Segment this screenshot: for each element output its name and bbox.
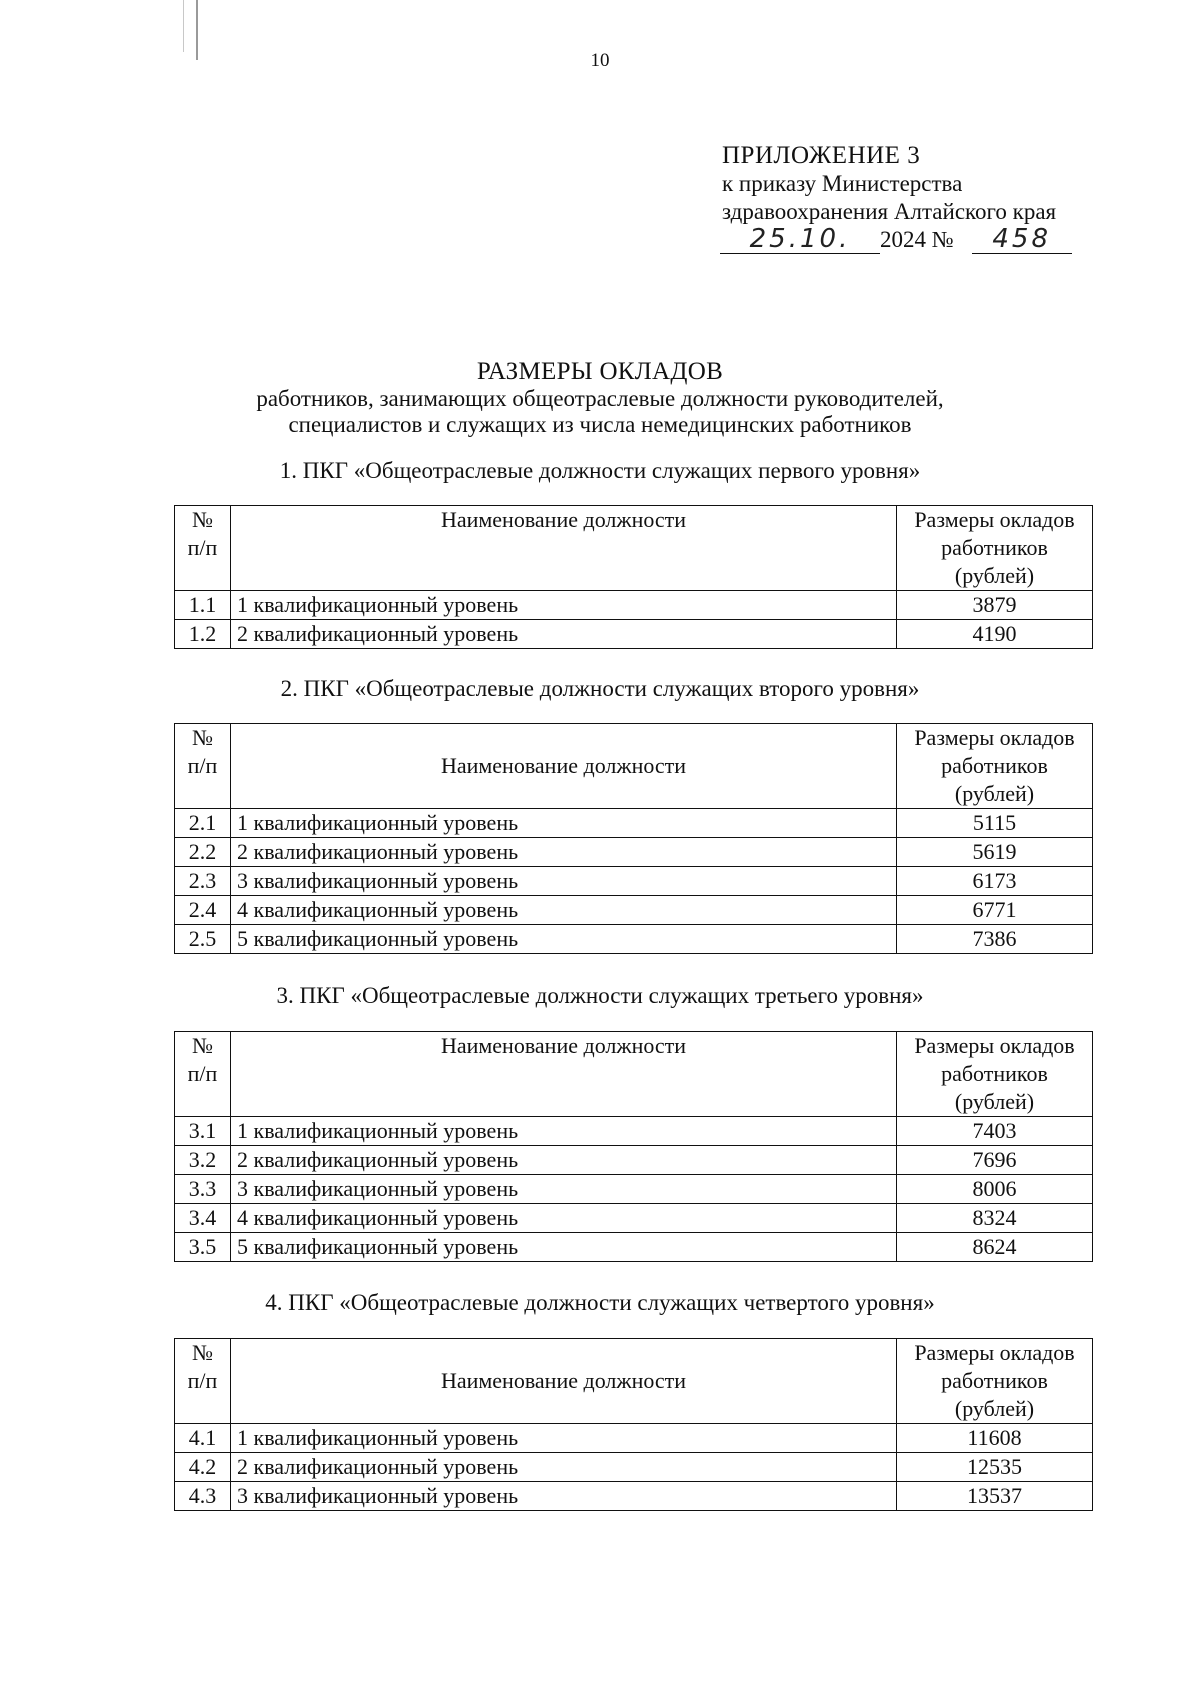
header-salary-line-1: Размеры окладов [914, 1033, 1075, 1058]
header-number [175, 724, 231, 809]
table-row [175, 1175, 1093, 1204]
table-row [175, 591, 1093, 620]
row-index: 3.5 [175, 1233, 231, 1262]
salary-table [174, 505, 1093, 649]
row-position-name: 2 квалификационный уровень [231, 838, 897, 867]
section-title: 4. ПКГ «Общеотраслевые должности служащих четвертого уровня» [265, 1290, 935, 1315]
row-index: 3.4 [175, 1204, 231, 1233]
salary-table [174, 723, 1093, 954]
row-salary-value: 7386 [897, 925, 1093, 954]
header-salary-line-3: (рублей) [954, 1396, 1035, 1421]
table-row [175, 1117, 1093, 1146]
table-row [175, 1424, 1093, 1453]
row-index: 4.3 [175, 1482, 231, 1511]
row-salary-value: 3879 [897, 591, 1093, 620]
row-index: 2.2 [175, 838, 231, 867]
section-title: 1. ПКГ «Общеотраслевые должности служащих первого уровня» [279, 458, 921, 483]
appendix-block [722, 142, 1072, 260]
header-number-line-2: п/п [187, 1061, 218, 1086]
scan-artifact-line [183, 0, 184, 52]
table-row [175, 896, 1093, 925]
salary-table [174, 1338, 1093, 1511]
row-salary-value: 7696 [897, 1146, 1093, 1175]
header-salary-line-2: работников [941, 1368, 1048, 1393]
header-salary-line-3: (рублей) [954, 563, 1035, 588]
handwritten-number: 458 [992, 224, 1052, 254]
row-salary-value: 8006 [897, 1175, 1093, 1204]
row-index: 2.5 [175, 925, 231, 954]
row-index: 2.3 [175, 867, 231, 896]
table-header-row [175, 1032, 1093, 1117]
table-header-row [175, 506, 1093, 591]
page-number: 10 [590, 50, 610, 71]
row-salary-value: 6173 [897, 867, 1093, 896]
salary-table [174, 1031, 1093, 1262]
row-salary-value: 4190 [897, 620, 1093, 649]
order-date-field [720, 226, 880, 254]
header-position-name: Наименование должности [231, 506, 897, 591]
appendix-line-2: здравоохранения Алтайского края [722, 199, 1057, 224]
table-row [175, 925, 1093, 954]
row-position-name: 3 квалификационный уровень [231, 1175, 897, 1204]
subtitle-line-2: специалистов и служащих из числа немедицинских работников [288, 412, 912, 437]
header-salary-line-3: (рублей) [954, 781, 1035, 806]
row-salary-value: 11608 [897, 1424, 1093, 1453]
row-position-name: 5 квалификационный уровень [231, 925, 897, 954]
header-number-line-2: п/п [187, 1368, 218, 1393]
document-subtitle [0, 386, 1200, 438]
row-position-name: 5 квалификационный уровень [231, 1233, 897, 1262]
row-position-name: 3 квалификационный уровень [231, 867, 897, 896]
row-index: 4.1 [175, 1424, 231, 1453]
header-salary-line-2: работников [941, 753, 1048, 778]
document-title: РАЗМЕРЫ ОКЛАДОВ [476, 358, 724, 385]
header-salary-line-1: Размеры окладов [914, 507, 1075, 532]
table-header-row [175, 1339, 1093, 1424]
header-number-line-2: п/п [187, 753, 218, 778]
row-position-name: 1 квалификационный уровень [231, 809, 897, 838]
header-number-line-1: № [192, 507, 213, 532]
header-salary-line-1: Размеры окладов [914, 1340, 1075, 1365]
subtitle-line-1: работников, занимающих общеотраслевые должности руководителей, [256, 386, 944, 411]
header-number-line-1: № [192, 1033, 213, 1058]
table-header-row [175, 724, 1093, 809]
header-number-line-1: № [192, 725, 213, 750]
row-salary-value: 6771 [897, 896, 1093, 925]
row-index: 3.2 [175, 1146, 231, 1175]
row-position-name: 3 квалификационный уровень [231, 1482, 897, 1511]
header-position-name: Наименование должности [231, 1032, 897, 1117]
row-index: 3.1 [175, 1117, 231, 1146]
row-salary-value: 8324 [897, 1204, 1093, 1233]
header-salary-line-3: (рублей) [954, 1089, 1035, 1114]
header-position-name: Наименование должности [231, 724, 897, 809]
header-salary [897, 1032, 1093, 1117]
row-salary-value: 5619 [897, 838, 1093, 867]
header-salary-line-2: работников [941, 535, 1048, 560]
header-number [175, 506, 231, 591]
header-salary [897, 506, 1093, 591]
scan-artifact-line [196, 0, 198, 60]
header-salary-line-2: работников [941, 1061, 1048, 1086]
table-row [175, 838, 1093, 867]
row-salary-value: 5115 [897, 809, 1093, 838]
order-number-field [972, 226, 1072, 254]
header-number-line-1: № [192, 1340, 213, 1365]
section-title: 2. ПКГ «Общеотраслевые должности служащих второго уровня» [280, 676, 920, 701]
table-row [175, 1204, 1093, 1233]
table-row [175, 809, 1093, 838]
row-position-name: 1 квалификационный уровень [231, 591, 897, 620]
row-position-name: 2 квалификационный уровень [231, 1453, 897, 1482]
handwritten-date: 25.10. [749, 224, 851, 254]
header-salary-line-1: Размеры окладов [914, 725, 1075, 750]
row-position-name: 2 квалификационный уровень [231, 620, 897, 649]
row-index: 2.1 [175, 809, 231, 838]
row-index: 1.1 [175, 591, 231, 620]
header-number [175, 1339, 231, 1424]
table-row [175, 1482, 1093, 1511]
order-date-number-row [722, 226, 1072, 260]
row-position-name: 1 квалификационный уровень [231, 1117, 897, 1146]
row-position-name: 1 квалификационный уровень [231, 1424, 897, 1453]
header-number [175, 1032, 231, 1117]
row-position-name: 4 квалификационный уровень [231, 896, 897, 925]
section-title: 3. ПКГ «Общеотраслевые должности служащих третьего уровня» [276, 983, 924, 1008]
table-row [175, 1146, 1093, 1175]
row-salary-value: 13537 [897, 1482, 1093, 1511]
header-salary [897, 1339, 1093, 1424]
table-row [175, 1453, 1093, 1482]
row-salary-value: 12535 [897, 1453, 1093, 1482]
appendix-heading: ПРИЛОЖЕНИЕ 3 [722, 142, 921, 169]
header-salary [897, 724, 1093, 809]
appendix-line-1: к приказу Министерства [722, 171, 963, 196]
row-position-name: 2 квалификационный уровень [231, 1146, 897, 1175]
row-position-name: 4 квалификационный уровень [231, 1204, 897, 1233]
table-row [175, 620, 1093, 649]
row-index: 2.4 [175, 896, 231, 925]
row-salary-value: 7403 [897, 1117, 1093, 1146]
row-index: 1.2 [175, 620, 231, 649]
header-position-name: Наименование должности [231, 1339, 897, 1424]
row-index: 4.2 [175, 1453, 231, 1482]
order-year-label: 2024 № [880, 227, 954, 252]
row-index: 3.3 [175, 1175, 231, 1204]
row-salary-value: 8624 [897, 1233, 1093, 1262]
header-number-line-2: п/п [187, 535, 218, 560]
table-row [175, 867, 1093, 896]
table-row [175, 1233, 1093, 1262]
